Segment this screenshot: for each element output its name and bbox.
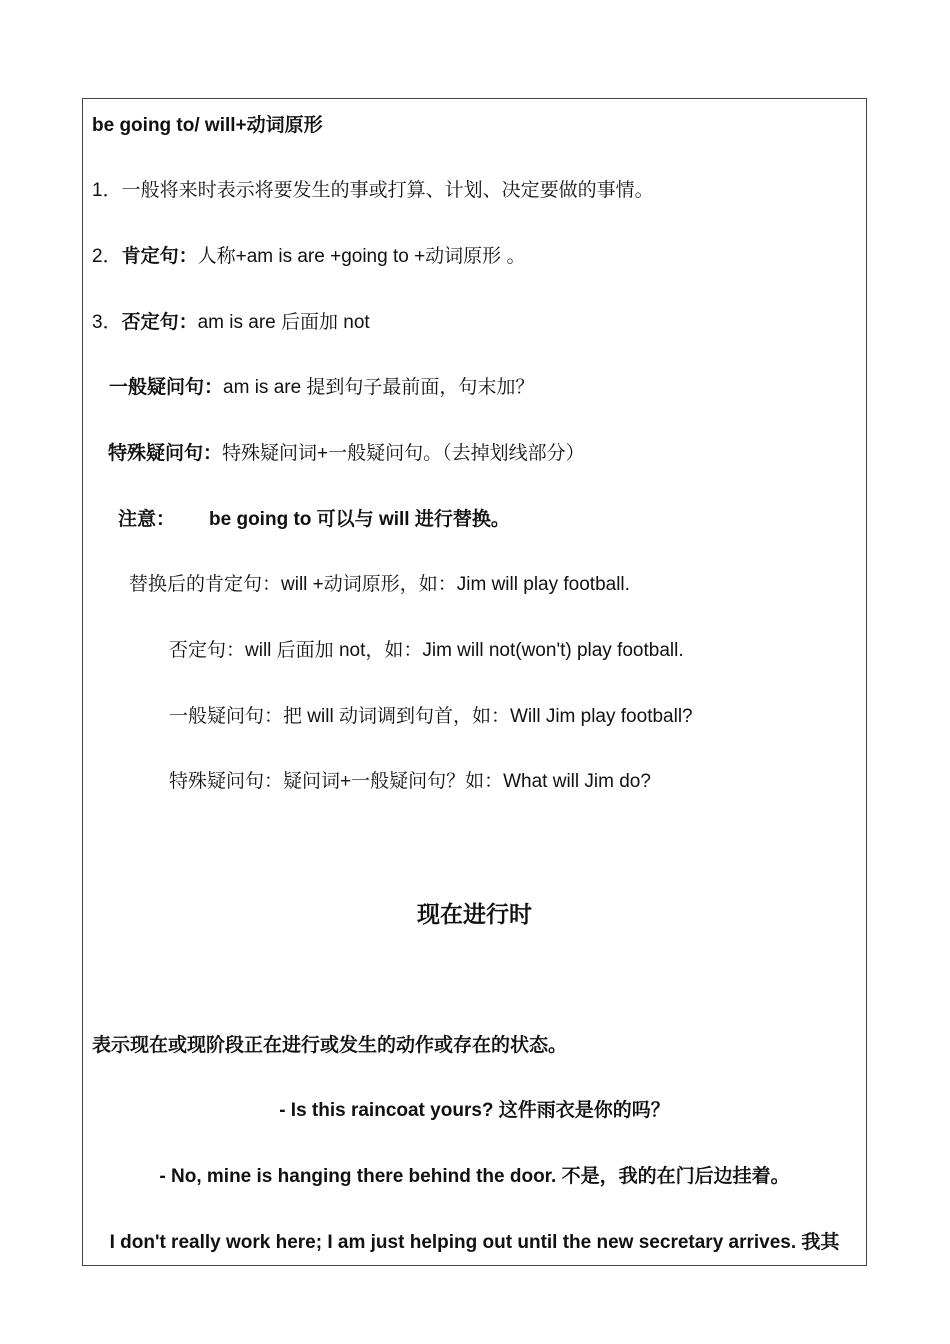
list-item-2	[92, 244, 525, 270]
list-number: 1．	[92, 180, 122, 201]
note-text: be going to 可以与 will 进行替换。	[209, 509, 510, 530]
note-label: 注意：	[118, 509, 176, 530]
special-question-text: 特殊疑问词+一般疑问句。（去掉划线部分）	[222, 443, 585, 464]
list-text: am is are 后面加 not	[197, 312, 370, 333]
content-table-cell	[82, 98, 867, 1266]
definition-line: 表示现在或现阶段正在进行或发生的动作或存在的状态。	[92, 1035, 568, 1056]
will-special-question-line: 特殊疑问句：疑问词+一般疑问句？如：What will Jim do?	[169, 771, 651, 792]
example-line-3: I don't really work here; I am just helping out until the new secretary arrives. 我其	[109, 1232, 840, 1253]
special-question-line	[108, 441, 585, 467]
general-question-line	[109, 375, 534, 401]
list-item-1	[92, 178, 654, 204]
general-question-text: am is are 提到句子最前面，句末加？	[223, 377, 535, 398]
list-number: 3．	[92, 312, 122, 333]
general-question-label: 一般疑问句：	[109, 377, 224, 398]
section-title: 现在进行时	[417, 901, 532, 927]
list-label: 否定句：	[121, 312, 198, 333]
note-line	[118, 507, 510, 533]
will-negative-line: 否定句：will 后面加 not，如：Jim will not(won't) play football.	[169, 640, 684, 661]
list-text: 一般将来时表示将要发生的事或打算、计划、决定要做的事情。	[121, 180, 654, 201]
list-item-3	[92, 310, 370, 336]
formula-line: be going to/ will+动词原形	[92, 115, 323, 136]
will-positive-line: 替换后的肯定句：will +动词原形，如：Jim will play football.	[129, 574, 630, 595]
special-question-label: 特殊疑问句：	[108, 443, 223, 464]
example-line-1: - Is this raincoat yours? 这件雨衣是你的吗？	[279, 1100, 670, 1121]
will-general-question-line: 一般疑问句：把 will 动词调到句首，如：Will Jim play football?	[169, 706, 693, 727]
list-text: 人称+am is are +going to +动词原形 。	[197, 246, 526, 267]
list-label: 肯定句：	[121, 246, 198, 267]
example-line-2: - No, mine is hanging there behind the door. 不是，我的在门后边挂着。	[159, 1166, 790, 1187]
list-number: 2．	[92, 246, 122, 267]
